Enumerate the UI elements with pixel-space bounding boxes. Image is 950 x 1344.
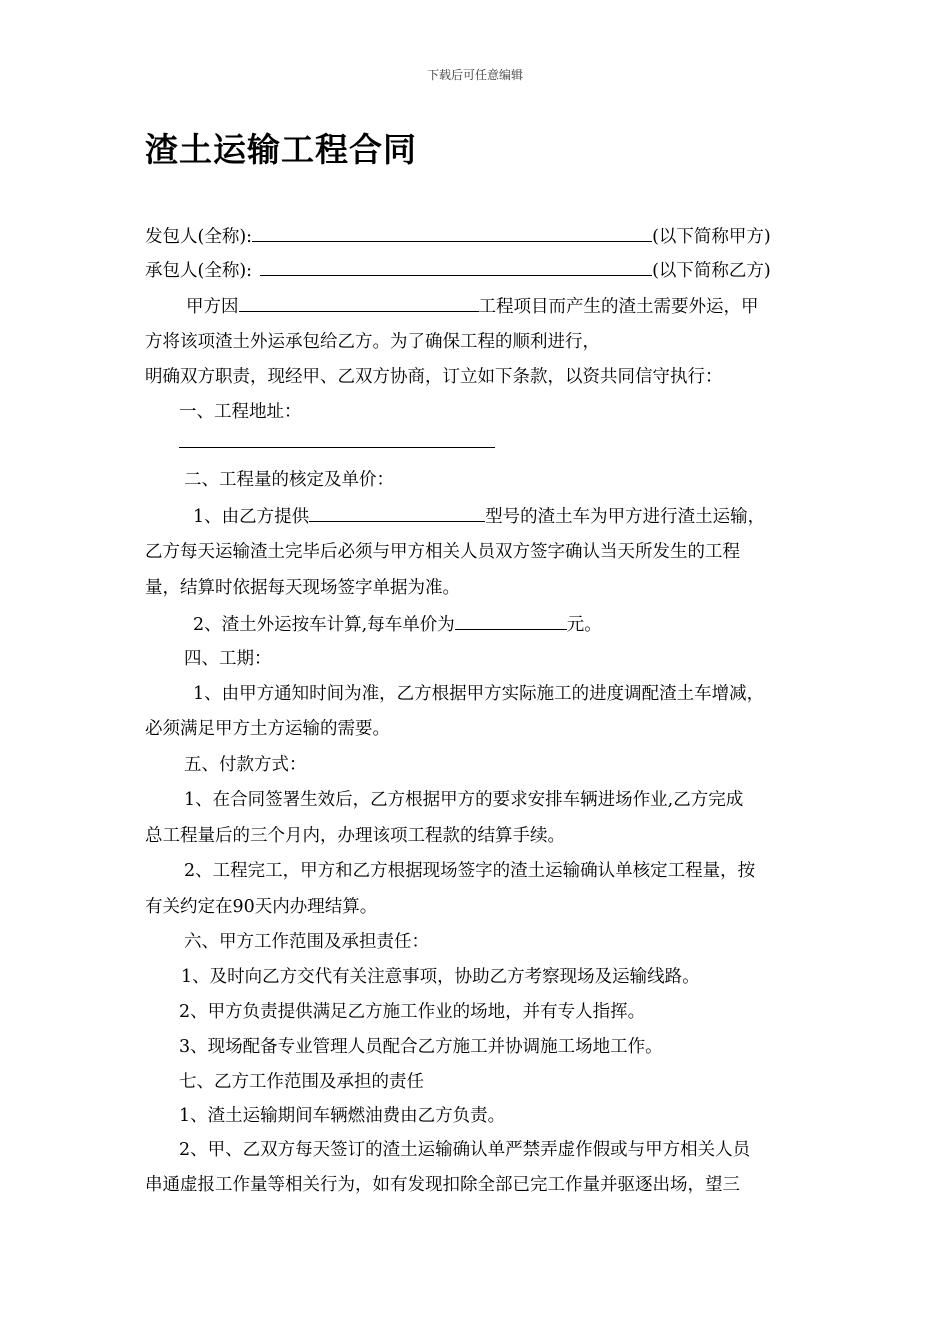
section2-heading: 二、工程量的核定及单价： bbox=[184, 470, 394, 490]
contractor-suffix: (以下简称乙方) bbox=[652, 261, 771, 281]
section7-item2-line2: 串通虚报工作量等相关行为，如有发现扣除全部已完工作量并驱逐出场，望三 bbox=[145, 1175, 740, 1195]
section7-item1: 1、渣土运输期间车辆燃油费由乙方负责。 bbox=[179, 1106, 506, 1126]
intro-line-1 bbox=[186, 294, 759, 319]
section2-item1-line2: 乙方每天运输渣土完毕后必须与甲方相关人员双方签字确认当天所发生的工程 bbox=[145, 542, 740, 562]
section5-item2-line2: 有关约定在90天内办理结算。 bbox=[145, 897, 378, 917]
section6-item2: 2、甲方负责提供满足乙方施工作业的场地，并有专人指挥。 bbox=[179, 1002, 646, 1022]
employer-label: 发包人(全称): bbox=[145, 227, 253, 247]
contractor-line bbox=[145, 258, 771, 283]
intro-line-3: 明确双方职责，现经甲、乙双方协商，订立如下条款，以资共同信守执行： bbox=[145, 367, 723, 387]
section7-heading: 七、乙方工作范围及承担的责任 bbox=[179, 1072, 424, 1092]
intro-line-2: 方将该项渣土外运承包给乙方。为了确保工程的顺利进行， bbox=[145, 332, 600, 352]
contractor-label: 承包人(全称): bbox=[145, 261, 253, 281]
section2-item1-line1 bbox=[193, 504, 765, 529]
project-name-blank bbox=[239, 294, 479, 312]
employer-name-blank bbox=[252, 224, 652, 242]
header-note: 下载后可任意编辑 bbox=[426, 68, 523, 82]
truck-model-blank bbox=[309, 504, 485, 522]
section5-item1-line2: 总工程量后的三个月内，办理该项工程款的结算手续。 bbox=[145, 826, 565, 846]
section5-heading: 五、付款方式： bbox=[184, 755, 307, 775]
section7-item2-line1: 2、甲、乙双方每天签订的渣土运输确认单严禁弄虚作假或与甲方相关人员 bbox=[179, 1140, 751, 1160]
section2-item1-line3: 量，结算时依据每天现场签字单据为准。 bbox=[145, 578, 460, 598]
employer-line bbox=[145, 224, 771, 249]
section4-item1-line1: 1、由甲方通知时间为准，乙方根据甲方实际施工的进度调配渣土车增减， bbox=[193, 684, 765, 704]
contractor-name-blank bbox=[260, 258, 652, 276]
section2-item2-prefix: 2、渣土外运按车计算,每车单价为 bbox=[193, 615, 455, 635]
intro-suffix: 工程项目而产生的渣土需要外运，甲 bbox=[478, 297, 759, 317]
section6-item3: 3、现场配备专业管理人员配合乙方施工并协调施工场地工作。 bbox=[179, 1037, 663, 1057]
address-blank bbox=[179, 430, 495, 448]
section6-item1: 1、及时向乙方交代有关注意事项，协助乙方考察现场及运输线路。 bbox=[181, 967, 700, 987]
section2-item1-prefix: 1、由乙方提供 bbox=[193, 507, 310, 527]
employer-suffix: (以下简称甲方) bbox=[652, 227, 771, 247]
section5-item1-line1: 1、在合同签署生效后，乙方根据甲方的要求安排车辆进场作业,乙方完成 bbox=[184, 790, 744, 810]
document-title: 渣土运输工程合同 bbox=[145, 130, 417, 169]
section2-item1-suffix: 型号的渣土车为甲方进行渣土运输， bbox=[485, 507, 766, 527]
section6-heading: 六、甲方工作范围及承担责任： bbox=[184, 932, 429, 952]
section2-item2-suffix: 元。 bbox=[566, 615, 602, 635]
section2-item2 bbox=[193, 612, 602, 637]
section1-heading: 一、工程地址： bbox=[179, 402, 302, 422]
section5-item2-line1: 2、工程完工，甲方和乙方根据现场签字的渣土运输确认单核定工程量，按 bbox=[184, 861, 756, 881]
unit-price-blank bbox=[455, 612, 567, 630]
section4-heading: 四、工期： bbox=[184, 649, 272, 669]
address-blank-line bbox=[179, 430, 495, 455]
intro-prefix: 甲方因 bbox=[186, 297, 239, 317]
section4-item1-line2: 必须满足甲方土方运输的需要。 bbox=[145, 719, 390, 739]
